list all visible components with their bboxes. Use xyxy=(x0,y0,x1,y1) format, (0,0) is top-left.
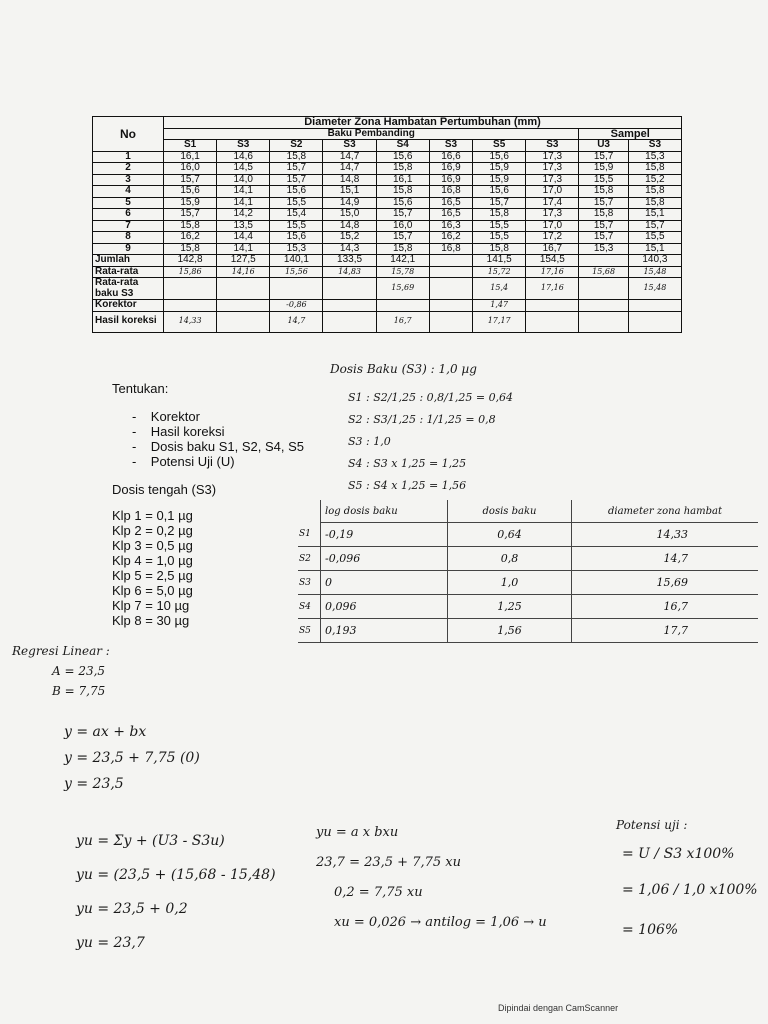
calc-left-line: yu = Σy + (U3 - S3u) xyxy=(76,833,225,849)
table-row xyxy=(93,163,682,175)
calc-line: S1 : S2/1,25 : 0,8/1,25 = 0,64 xyxy=(348,391,514,404)
summary-cell: 16,7 xyxy=(376,311,429,332)
table-cell: 16,0 xyxy=(164,163,217,175)
calc-line: S3 : 1,0 xyxy=(348,435,391,448)
table-cell: 15,9 xyxy=(473,163,526,175)
summary-cell: 14,83 xyxy=(323,266,376,278)
dose-cell-log: 0 xyxy=(321,571,448,595)
klp-item: Klp 6 = 5,0 µg xyxy=(112,583,193,598)
calc-line: S4 : S3 x 1,25 = 1,25 xyxy=(348,457,467,470)
table-cell: 15,9 xyxy=(473,174,526,186)
column-label: S1 xyxy=(164,140,217,152)
dose-row xyxy=(298,619,758,643)
dose-cell-s: S4 xyxy=(298,595,321,619)
calc-line: S5 : S4 x 1,25 = 1,56 xyxy=(348,479,467,492)
dose-header-dosis: dosis baku xyxy=(448,500,572,523)
dose-row xyxy=(298,547,758,571)
table-cell: 16,1 xyxy=(164,151,217,163)
table-cell: 15,5 xyxy=(628,232,681,244)
klp-item: Klp 7 = 10 µg xyxy=(112,598,190,613)
summary-cell xyxy=(628,300,681,312)
summary-cell: 142,8 xyxy=(164,255,217,267)
dose-cell-diam: 17,7 xyxy=(572,619,759,643)
table-cell: 15,9 xyxy=(164,197,217,209)
dose-cell-log: 0,193 xyxy=(321,619,448,643)
summary-cell: 140,3 xyxy=(628,255,681,267)
summary-cell xyxy=(217,300,270,312)
summary-cell xyxy=(429,278,472,300)
summary-cell: 127,5 xyxy=(217,255,270,267)
row-number: 1 xyxy=(93,151,164,163)
dose-cell-diam: 15,69 xyxy=(572,571,759,595)
column-label: S2 xyxy=(270,140,323,152)
column-label: S3 xyxy=(429,140,472,152)
calc-mid-line: 0,2 = 7,75 xu xyxy=(334,885,423,900)
dose-table-body xyxy=(298,523,758,643)
summary-cell: 1,47 xyxy=(473,300,526,312)
table-cell: 15,6 xyxy=(473,151,526,163)
summary-cell: 15,4 xyxy=(473,278,526,300)
table-cell: 15,1 xyxy=(628,209,681,221)
summary-cell xyxy=(628,311,681,332)
dose-row xyxy=(298,571,758,595)
summary-cell xyxy=(376,300,429,312)
table-cell: 15,6 xyxy=(270,232,323,244)
table-cell: 17,3 xyxy=(526,151,579,163)
column-label: S3 xyxy=(526,140,579,152)
summary-cell xyxy=(579,278,628,300)
table-cell: 14,4 xyxy=(217,232,270,244)
row-number: 6 xyxy=(93,209,164,221)
table-cell: 15,3 xyxy=(628,151,681,163)
dose-cell-dosis: 1,0 xyxy=(448,571,572,595)
column-label: U3 xyxy=(579,140,628,152)
table-cell: 15,7 xyxy=(164,209,217,221)
table-row xyxy=(93,209,682,221)
table-cell: 14,1 xyxy=(217,197,270,209)
summary-cell xyxy=(429,266,472,278)
table-row xyxy=(93,243,682,255)
summary-cell: 154,5 xyxy=(526,255,579,267)
table-cell: 15,8 xyxy=(628,163,681,175)
header-main: Diameter Zona Hambatan Pertumbuhan (mm) xyxy=(164,117,682,129)
table-cell: 14,5 xyxy=(217,163,270,175)
summary-cell xyxy=(323,278,376,300)
regression-a: A = 23,5 xyxy=(52,664,106,678)
summary-row-ratabaku xyxy=(93,278,682,300)
summary-cell: 14,7 xyxy=(270,311,323,332)
regression-eq1: y = ax + bx xyxy=(64,724,147,740)
summary-cell: 15,48 xyxy=(628,266,681,278)
table-cell: 15,1 xyxy=(323,186,376,198)
table-row xyxy=(93,197,682,209)
klp-item: Klp 1 = 0,1 µg xyxy=(112,508,193,523)
table-cell: 14,8 xyxy=(323,174,376,186)
table-cell: 15,7 xyxy=(473,197,526,209)
table-cell: 15,7 xyxy=(579,151,628,163)
klp-item: Klp 8 = 30 µg xyxy=(112,613,190,628)
calc-mid-line: 23,7 = 23,5 + 7,75 xu xyxy=(316,855,461,870)
summary-cell: 17,16 xyxy=(526,278,579,300)
summary-row-korektor xyxy=(93,300,682,312)
summary-cell xyxy=(429,300,472,312)
table-cell: 16,9 xyxy=(429,163,472,175)
table-cell: 16,5 xyxy=(429,197,472,209)
calc-line: S2 : S3/1,25 : 1/1,25 = 0,8 xyxy=(348,413,496,426)
klp-item: Klp 5 = 2,5 µg xyxy=(112,568,193,583)
summary-cell xyxy=(323,311,376,332)
calc-mid xyxy=(316,818,547,938)
summary-label: Rata-rata xyxy=(93,266,164,278)
table-cell: 17,2 xyxy=(526,232,579,244)
summary-cell xyxy=(164,300,217,312)
table-cell: 16,7 xyxy=(526,243,579,255)
table-cell: 16,5 xyxy=(429,209,472,221)
summary-cell: 14,33 xyxy=(164,311,217,332)
summary-cell xyxy=(429,255,472,267)
table-row xyxy=(93,220,682,232)
table-row xyxy=(93,151,682,163)
dose-cell-s: S5 xyxy=(298,619,321,643)
dose-cell-log: -0,096 xyxy=(321,547,448,571)
table-cell: 17,0 xyxy=(526,220,579,232)
row-number: 8 xyxy=(93,232,164,244)
summary-cell: 15,56 xyxy=(270,266,323,278)
table-cell: 17,3 xyxy=(526,163,579,175)
table-cell: 13,5 xyxy=(217,220,270,232)
dose-calculation xyxy=(348,387,513,497)
dose-cell-s: S3 xyxy=(298,571,321,595)
summary-label: Hasil koreksi xyxy=(93,311,164,332)
table-cell: 15,6 xyxy=(376,151,429,163)
summary-cell: 17,16 xyxy=(526,266,579,278)
table-row xyxy=(93,174,682,186)
dose-cell-log: 0,096 xyxy=(321,595,448,619)
regression-title: Regresi Linear : xyxy=(12,644,110,658)
dose-cell-s: S1 xyxy=(298,523,321,547)
table-cell: 14,2 xyxy=(217,209,270,221)
summary-cell xyxy=(270,278,323,300)
table-cell: 16,6 xyxy=(429,151,472,163)
table-cell: 15,8 xyxy=(270,151,323,163)
summary-cell: -0,86 xyxy=(270,300,323,312)
column-label: S4 xyxy=(376,140,429,152)
regression-eq3: y = 23,5 xyxy=(64,776,124,792)
table-cell: 15,8 xyxy=(376,186,429,198)
column-label: S3 xyxy=(217,140,270,152)
klp-item: Klp 3 = 0,5 µg xyxy=(112,538,193,553)
table-cell: 15,8 xyxy=(376,163,429,175)
table-cell: 15,5 xyxy=(579,174,628,186)
table-cell: 15,9 xyxy=(579,163,628,175)
summary-cell xyxy=(526,311,579,332)
table-cell: 15,8 xyxy=(628,186,681,198)
potensi-title: Potensi uji : xyxy=(616,818,688,832)
klp-item: Klp 2 = 0,2 µg xyxy=(112,523,193,538)
table-cell: 15,3 xyxy=(270,243,323,255)
table-row xyxy=(93,232,682,244)
calc-left-line: yu = 23,5 + 0,2 xyxy=(76,901,188,917)
table-cell: 16,8 xyxy=(429,186,472,198)
table-cell: 15,7 xyxy=(376,209,429,221)
table-cell: 16,1 xyxy=(376,174,429,186)
summary-cell: 133,5 xyxy=(323,255,376,267)
summary-cell xyxy=(429,311,472,332)
table-cell: 14,1 xyxy=(217,243,270,255)
table-cell: 15,3 xyxy=(579,243,628,255)
instruction-item: - Hasil koreksi xyxy=(132,424,225,439)
table-cell: 14,1 xyxy=(217,186,270,198)
table-cell: 15,7 xyxy=(270,174,323,186)
table-cell: 15,8 xyxy=(164,220,217,232)
dose-header-diameter: diameter zona hambat xyxy=(572,500,759,523)
summary-cell: 15,72 xyxy=(473,266,526,278)
scanner-footer: Dipindai dengan CamScanner xyxy=(498,1003,619,1013)
table-cell: 16,3 xyxy=(429,220,472,232)
potensi-line3: = 106% xyxy=(622,922,679,938)
dose-cell-dosis: 0,8 xyxy=(448,547,572,571)
table-cell: 15,5 xyxy=(270,220,323,232)
summary-cell: 17,17 xyxy=(473,311,526,332)
table-cell: 15,5 xyxy=(473,220,526,232)
calc-left xyxy=(76,824,276,960)
table-cell: 14,9 xyxy=(323,197,376,209)
dose-cell-diam: 16,7 xyxy=(572,595,759,619)
table-cell: 15,0 xyxy=(323,209,376,221)
table-cell: 15,7 xyxy=(579,197,628,209)
calc-mid-line: xu = 0,026 → antilog = 1,06 → u xyxy=(334,915,547,930)
table-cell: 15,8 xyxy=(473,243,526,255)
table-cell: 14,8 xyxy=(323,220,376,232)
column-label: S5 xyxy=(473,140,526,152)
table-cell: 15,1 xyxy=(628,243,681,255)
table-cell: 15,8 xyxy=(628,197,681,209)
summary-cell: 15,68 xyxy=(579,266,628,278)
summary-cell xyxy=(217,278,270,300)
dose-cell-dosis: 0,64 xyxy=(448,523,572,547)
table-cell: 15,8 xyxy=(164,243,217,255)
row-number: 7 xyxy=(93,220,164,232)
column-label: S3 xyxy=(628,140,681,152)
table-cell: 15,8 xyxy=(579,186,628,198)
table-cell: 15,6 xyxy=(270,186,323,198)
table-cell: 17,0 xyxy=(526,186,579,198)
dose-cell-dosis: 1,25 xyxy=(448,595,572,619)
table-cell: 15,4 xyxy=(270,209,323,221)
summary-cell xyxy=(579,311,628,332)
dose-cell-diam: 14,7 xyxy=(572,547,759,571)
summary-cell xyxy=(217,311,270,332)
summary-cell: 15,48 xyxy=(628,278,681,300)
table-cell: 16,2 xyxy=(164,232,217,244)
table-cell: 15,7 xyxy=(579,232,628,244)
column-label: S3 xyxy=(323,140,376,152)
instruction-item: - Potensi Uji (U) xyxy=(132,454,235,469)
header-baku: Baku Pembanding xyxy=(164,128,579,140)
summary-cell: 15,69 xyxy=(376,278,429,300)
summary-cell: 140,1 xyxy=(270,255,323,267)
table-cell: 15,7 xyxy=(376,232,429,244)
table-cell: 14,7 xyxy=(323,163,376,175)
summary-cell xyxy=(323,300,376,312)
potensi-line2: = 1,06 / 1,0 x100% xyxy=(622,882,758,898)
table-cell: 15,2 xyxy=(628,174,681,186)
row-number: 5 xyxy=(93,197,164,209)
summary-cell: 15,86 xyxy=(164,266,217,278)
instructions-title: Tentukan: xyxy=(112,381,169,396)
summary-cell: 15,78 xyxy=(376,266,429,278)
table-cell: 14,3 xyxy=(323,243,376,255)
calc-left-line: yu = 23,7 xyxy=(76,935,145,951)
header-no: No xyxy=(93,117,164,152)
klp-item: Klp 4 = 1,0 µg xyxy=(112,553,193,568)
dose-row xyxy=(298,595,758,619)
dose-cell-s: S2 xyxy=(298,547,321,571)
table-cell: 16,0 xyxy=(376,220,429,232)
dose-cell-log: -0,19 xyxy=(321,523,448,547)
dose-table xyxy=(298,500,758,643)
table-cell: 17,3 xyxy=(526,174,579,186)
table-cell: 16,2 xyxy=(429,232,472,244)
table-cell: 14,6 xyxy=(217,151,270,163)
potensi-line1: = U / S3 x100% xyxy=(622,846,735,862)
table-cell: 15,6 xyxy=(473,186,526,198)
instruction-item: - Korektor xyxy=(132,409,200,424)
dose-cell-dosis: 1,56 xyxy=(448,619,572,643)
table-cell: 16,9 xyxy=(429,174,472,186)
calc-mid-line: yu = a x bxu xyxy=(316,825,399,840)
dosis-tengah-title: Dosis tengah (S3) xyxy=(112,482,217,497)
instructions-list xyxy=(132,409,304,469)
table-cell: 15,5 xyxy=(270,197,323,209)
calc-left-line: yu = (23,5 + (15,68 - 15,48) xyxy=(76,867,276,883)
row-number: 9 xyxy=(93,243,164,255)
table-cell: 15,7 xyxy=(579,220,628,232)
summary-label: Rata-rata baku S3 xyxy=(93,278,164,300)
table-row xyxy=(93,186,682,198)
row-number: 3 xyxy=(93,174,164,186)
table-cell: 15,5 xyxy=(473,232,526,244)
summary-cell xyxy=(526,300,579,312)
regression-b: B = 7,75 xyxy=(52,684,106,698)
summary-cell: 141,5 xyxy=(473,255,526,267)
table-cell: 15,7 xyxy=(270,163,323,175)
table-cell: 15,8 xyxy=(473,209,526,221)
regression-eq2: y = 23,5 + 7,75 (0) xyxy=(64,750,200,766)
row-number: 2 xyxy=(93,163,164,175)
dose-header-log: log dosis baku xyxy=(321,500,448,523)
table-cell: 15,6 xyxy=(164,186,217,198)
summary-cell: 14,16 xyxy=(217,266,270,278)
column-labels-row xyxy=(93,140,682,152)
table-cell: 17,4 xyxy=(526,197,579,209)
summary-label: Korektor xyxy=(93,300,164,312)
zone-diameter-table xyxy=(92,116,682,333)
summary-label: Jumlah xyxy=(93,255,164,267)
header-sampel: Sampel xyxy=(579,128,682,140)
table-body xyxy=(93,151,682,332)
klp-list xyxy=(112,508,193,628)
table-cell: 15,7 xyxy=(628,220,681,232)
summary-cell xyxy=(579,300,628,312)
table-cell: 15,8 xyxy=(579,209,628,221)
instruction-item: - Dosis baku S1, S2, S4, S5 xyxy=(132,439,304,454)
table-cell: 15,2 xyxy=(323,232,376,244)
summary-cell: 142,1 xyxy=(376,255,429,267)
summary-row-ratarata xyxy=(93,266,682,278)
table-cell: 16,8 xyxy=(429,243,472,255)
table-cell: 15,7 xyxy=(164,174,217,186)
summary-row-hasil xyxy=(93,311,682,332)
summary-cell xyxy=(164,278,217,300)
dosis-baku-title: Dosis Baku (S3) : 1,0 µg xyxy=(330,362,477,376)
table-cell: 14,7 xyxy=(323,151,376,163)
table-cell: 15,6 xyxy=(376,197,429,209)
summary-row-jumlah xyxy=(93,255,682,267)
dose-cell-diam: 14,33 xyxy=(572,523,759,547)
table-cell: 17,3 xyxy=(526,209,579,221)
table-cell: 14,0 xyxy=(217,174,270,186)
table-cell: 15,8 xyxy=(376,243,429,255)
dose-row xyxy=(298,523,758,547)
summary-cell xyxy=(579,255,628,267)
row-number: 4 xyxy=(93,186,164,198)
